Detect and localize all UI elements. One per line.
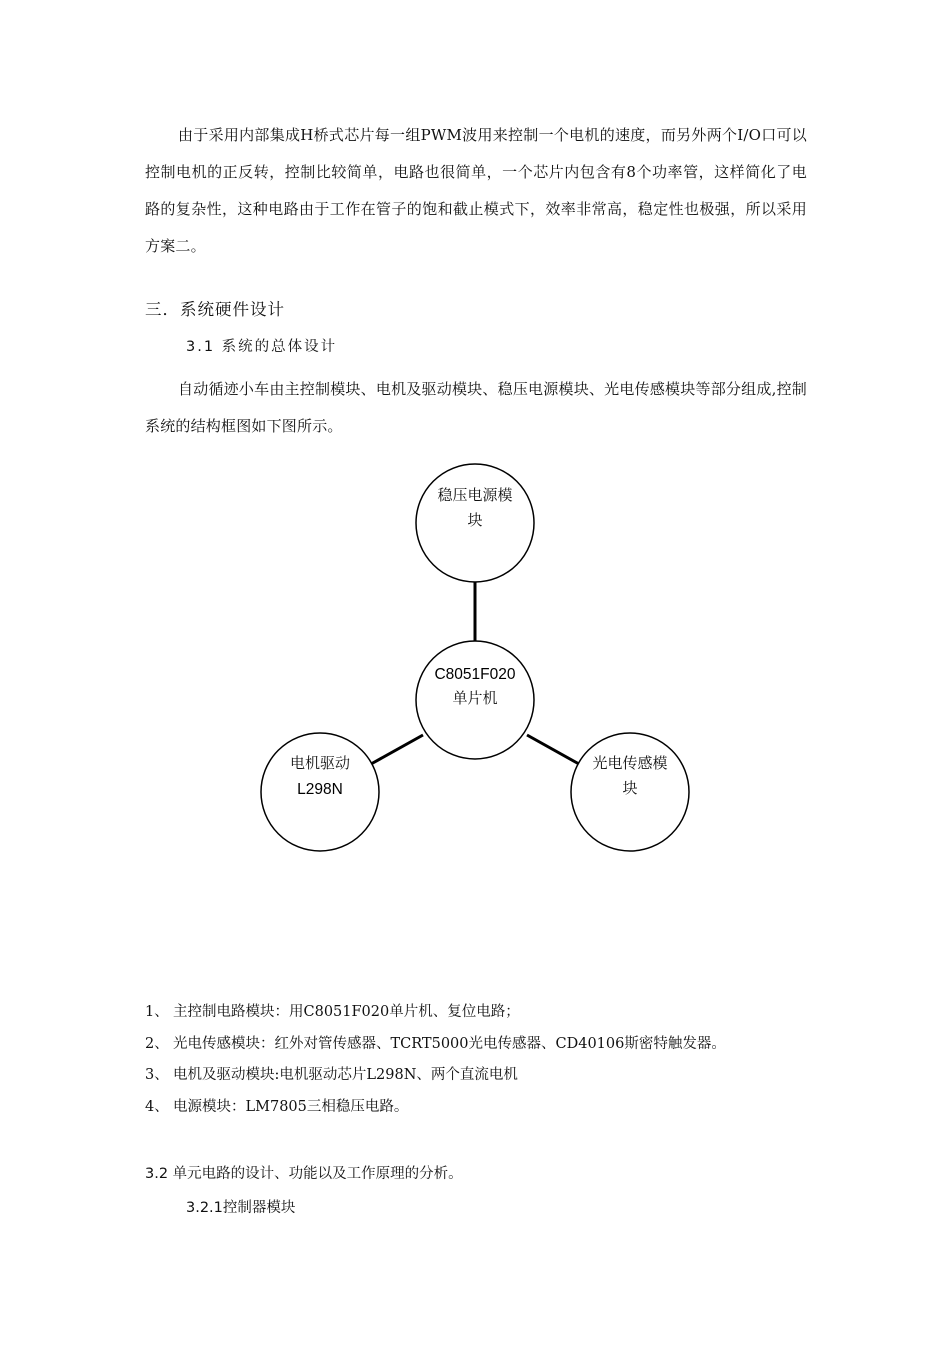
power-node-label-line2: 块 <box>467 511 483 529</box>
list-item <box>145 1060 726 1092</box>
section-3-1-heading: 3.1 系统的总体设计 <box>186 339 338 355</box>
list-item-number: 4、 <box>145 1098 169 1115</box>
list-item <box>145 1029 726 1061</box>
list-item-text: 电源模块：LM7805三相稳压电路。 <box>173 1098 409 1115</box>
sensor-node-label-line1: 光电传感模 <box>592 754 668 772</box>
overview-paragraph: 自动循迹小车由主控制模块、电机及驱动模块、稳压电源模块、光电传感模块等部分组成,控制系统的结构框图如下图所示。 <box>145 380 807 435</box>
sensor-module-node <box>571 733 689 851</box>
mcu-node <box>416 641 534 759</box>
power-module-node <box>416 464 534 582</box>
list-item-number: 1、 <box>145 1004 169 1020</box>
section-3-2-heading: 3.2 单元电路的设计、功能以及工作原理的分析。 <box>145 1166 463 1182</box>
mcu-node-label-line1: C8051F020 <box>434 666 516 683</box>
section-3-heading: 三．系统硬件设计 <box>145 300 285 319</box>
connector-mcu-motor <box>371 735 423 764</box>
list-item <box>145 1092 726 1124</box>
list-item-number: 3、 <box>145 1067 169 1083</box>
module-list <box>145 997 726 1123</box>
list-item-number: 2、 <box>145 1035 169 1052</box>
list-item-text: 主控制电路模块：用C8051F020单片机、复位电路； <box>173 1004 520 1020</box>
system-block-diagram <box>0 440 950 880</box>
power-node-label-line1: 稳压电源模 <box>437 486 513 504</box>
motor-node-label-line2: L298N <box>297 781 343 798</box>
list-item <box>145 997 726 1029</box>
sensor-node-label-line2: 块 <box>622 779 638 797</box>
mcu-node-label-line2: 单片机 <box>452 689 498 707</box>
section-3-2-1-heading: 3.2.1控制器模块 <box>186 1200 296 1216</box>
connector-mcu-sensor <box>527 735 579 764</box>
motor-node-label-line1: 电机驱动 <box>289 754 351 772</box>
list-item-text: 电机及驱动模块:电机驱动芯片L298N、两个直流电机 <box>173 1067 518 1083</box>
motor-driver-node <box>261 733 379 851</box>
list-item-text: 光电传感模块：红外对管传感器、TCRT5000光电传感器、CD40106斯密特触发器。 <box>173 1035 726 1052</box>
intro-paragraph: 由于采用内部集成H桥式芯片每一组PWM波用来控制一个电机的速度，而另外两个I/O口可以控制电机的正反转，控制比较简单，电路也很简单，一个芯片内包含有8个功率管，这样简化了电路的复杂性，这种电路由于工作在管子的饱和截止模式下，效率非常高，稳定性也极强，所以采用方案二。 <box>145 126 807 255</box>
